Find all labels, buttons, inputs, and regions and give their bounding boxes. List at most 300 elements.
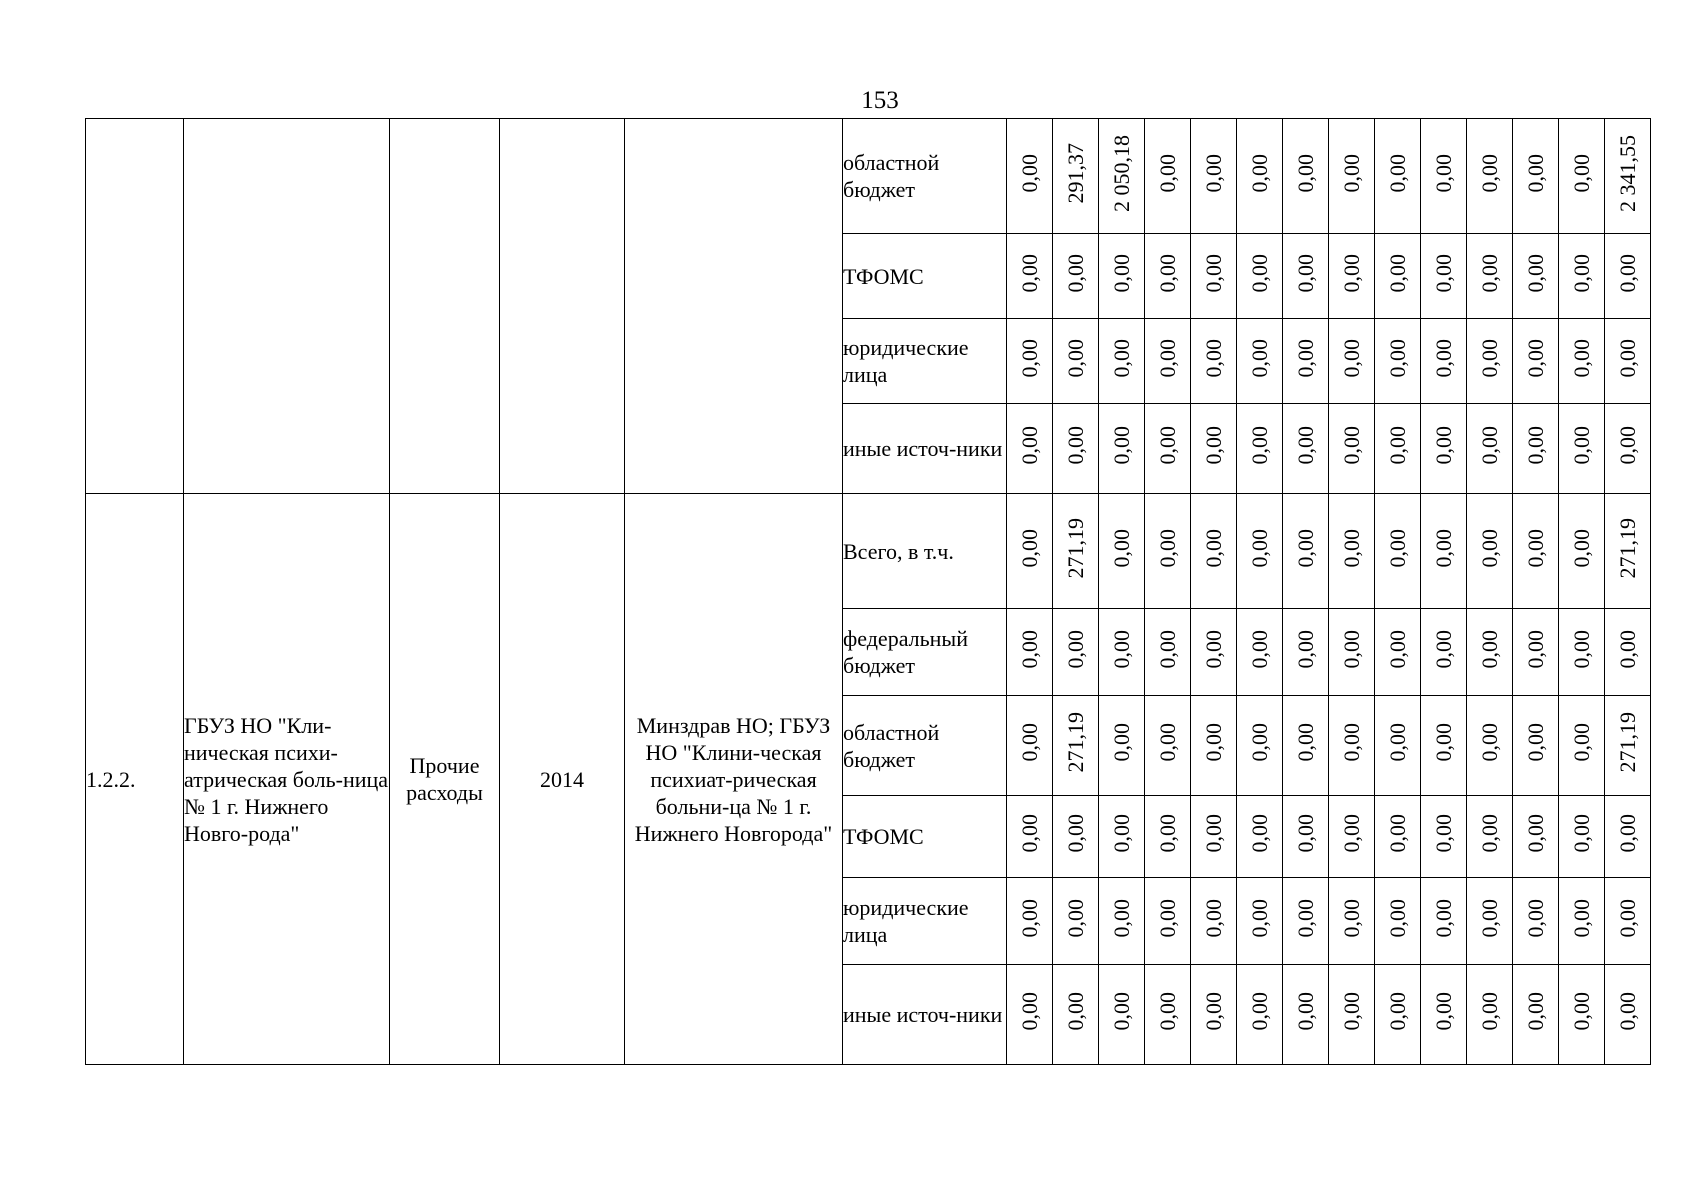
value-cell bbox=[1191, 696, 1237, 796]
value-text: 0,00 bbox=[1201, 629, 1226, 669]
expense-type-cell: Прочие расходы bbox=[390, 494, 500, 1065]
value-cell bbox=[1099, 404, 1145, 494]
value-cell bbox=[1467, 234, 1513, 319]
value-cell bbox=[1605, 234, 1651, 319]
value-cell bbox=[1283, 796, 1329, 878]
value-text: 0,00 bbox=[1523, 338, 1548, 378]
page-number: 153 bbox=[861, 87, 899, 114]
value-cell bbox=[1375, 494, 1421, 609]
value-text: 0,00 bbox=[1017, 153, 1042, 193]
value-cell bbox=[1375, 319, 1421, 404]
value-text: 0,00 bbox=[1247, 629, 1272, 669]
value-cell bbox=[1053, 494, 1099, 609]
value-text: 0,00 bbox=[1201, 528, 1226, 568]
value-cell bbox=[1421, 878, 1467, 965]
value-text: 0,00 bbox=[1063, 629, 1088, 669]
value-text: 0,00 bbox=[1201, 814, 1226, 853]
value-cell bbox=[1559, 965, 1605, 1065]
funding-source-cell: иные источ-ники bbox=[843, 404, 1007, 494]
value-cell bbox=[1283, 319, 1329, 404]
value-text: 0,00 bbox=[1247, 723, 1272, 762]
value-text: 0,00 bbox=[1201, 992, 1226, 1031]
value-cell bbox=[1421, 234, 1467, 319]
value-cell bbox=[1513, 494, 1559, 609]
value-cell bbox=[1559, 796, 1605, 878]
value-text: 0,00 bbox=[1247, 992, 1272, 1031]
value-cell bbox=[1053, 696, 1099, 796]
value-text: 0,00 bbox=[1523, 629, 1548, 669]
value-cell bbox=[1421, 404, 1467, 494]
value-cell bbox=[1191, 494, 1237, 609]
value-cell bbox=[1007, 696, 1053, 796]
value-cell bbox=[1237, 234, 1283, 319]
value-text: 0,00 bbox=[1155, 992, 1180, 1031]
value-cell bbox=[1099, 119, 1145, 234]
value-text: 0,00 bbox=[1017, 629, 1042, 669]
value-text: 0,00 bbox=[1385, 898, 1410, 938]
value-text: 0,00 bbox=[1063, 426, 1088, 465]
value-text: 0,00 bbox=[1477, 723, 1502, 762]
value-cell bbox=[1467, 319, 1513, 404]
value-cell bbox=[1007, 234, 1053, 319]
value-cell bbox=[1237, 796, 1283, 878]
value-text: 271,19 bbox=[1063, 517, 1088, 579]
value-text: 0,00 bbox=[1569, 898, 1594, 938]
value-cell bbox=[1283, 404, 1329, 494]
value-text: 0,00 bbox=[1477, 153, 1502, 193]
value-cell bbox=[1099, 319, 1145, 404]
value-text: 0,00 bbox=[1569, 426, 1594, 465]
value-cell bbox=[1605, 878, 1651, 965]
value-text: 0,00 bbox=[1293, 153, 1318, 193]
value-text: 0,00 bbox=[1293, 528, 1318, 568]
value-cell bbox=[1329, 696, 1375, 796]
value-cell bbox=[1375, 119, 1421, 234]
value-text: 0,00 bbox=[1615, 338, 1640, 378]
value-text: 0,00 bbox=[1431, 338, 1456, 378]
value-cell bbox=[1237, 609, 1283, 696]
value-cell bbox=[1513, 404, 1559, 494]
value-text: 0,00 bbox=[1523, 528, 1548, 568]
value-text: 0,00 bbox=[1385, 723, 1410, 762]
funding-source-cell: юридические лица bbox=[843, 319, 1007, 404]
value-text: 0,00 bbox=[1477, 814, 1502, 853]
value-cell bbox=[1053, 609, 1099, 696]
value-cell bbox=[1145, 319, 1191, 404]
value-cell bbox=[1559, 878, 1605, 965]
value-cell bbox=[1467, 609, 1513, 696]
value-text: 0,00 bbox=[1339, 153, 1364, 193]
value-text: 0,00 bbox=[1109, 629, 1134, 669]
value-text: 0,00 bbox=[1431, 253, 1456, 293]
value-text: 0,00 bbox=[1109, 898, 1134, 938]
value-cell bbox=[1191, 404, 1237, 494]
value-cell bbox=[1605, 965, 1651, 1065]
value-cell bbox=[1329, 878, 1375, 965]
code-cell bbox=[86, 119, 184, 494]
value-cell bbox=[1421, 494, 1467, 609]
value-cell bbox=[1513, 965, 1559, 1065]
value-cell bbox=[1513, 234, 1559, 319]
table-row bbox=[86, 119, 1651, 234]
value-text: 0,00 bbox=[1431, 992, 1456, 1031]
funding-source-cell: областной бюджет bbox=[843, 696, 1007, 796]
value-text: 0,00 bbox=[1431, 814, 1456, 853]
value-cell bbox=[1145, 119, 1191, 234]
value-cell bbox=[1237, 119, 1283, 234]
value-cell bbox=[1329, 319, 1375, 404]
value-text: 0,00 bbox=[1109, 426, 1134, 465]
value-cell bbox=[1329, 119, 1375, 234]
value-cell bbox=[1099, 878, 1145, 965]
value-text: 0,00 bbox=[1523, 992, 1548, 1031]
value-cell bbox=[1375, 404, 1421, 494]
value-cell bbox=[1605, 796, 1651, 878]
value-cell bbox=[1191, 319, 1237, 404]
funding-source-cell: ТФОМС bbox=[843, 234, 1007, 319]
value-text: 0,00 bbox=[1339, 898, 1364, 938]
value-cell bbox=[1605, 494, 1651, 609]
value-cell bbox=[1237, 965, 1283, 1065]
value-text: 0,00 bbox=[1063, 898, 1088, 938]
value-cell bbox=[1467, 796, 1513, 878]
value-text: 0,00 bbox=[1615, 426, 1640, 465]
value-cell bbox=[1467, 878, 1513, 965]
value-cell bbox=[1099, 234, 1145, 319]
value-text: 0,00 bbox=[1017, 338, 1042, 378]
value-text: 0,00 bbox=[1155, 898, 1180, 938]
value-text: 271,19 bbox=[1615, 517, 1640, 579]
budget-table bbox=[85, 118, 1651, 1065]
value-cell bbox=[1145, 609, 1191, 696]
value-text: 0,00 bbox=[1293, 629, 1318, 669]
value-text: 0,00 bbox=[1569, 253, 1594, 293]
value-text: 0,00 bbox=[1247, 898, 1272, 938]
funding-source-cell: ТФОМС bbox=[843, 796, 1007, 878]
value-cell bbox=[1467, 696, 1513, 796]
value-text: 0,00 bbox=[1063, 253, 1088, 293]
value-text: 0,00 bbox=[1385, 814, 1410, 853]
value-cell bbox=[1513, 878, 1559, 965]
value-text: 0,00 bbox=[1431, 723, 1456, 762]
value-text: 0,00 bbox=[1155, 629, 1180, 669]
value-text: 0,00 bbox=[1201, 253, 1226, 293]
value-text: 0,00 bbox=[1477, 528, 1502, 568]
value-text: 0,00 bbox=[1569, 992, 1594, 1031]
value-cell bbox=[1237, 878, 1283, 965]
value-text: 0,00 bbox=[1017, 426, 1042, 465]
value-text: 0,00 bbox=[1293, 338, 1318, 378]
funding-source-cell: иные источ-ники bbox=[843, 965, 1007, 1065]
value-cell bbox=[1559, 494, 1605, 609]
value-cell bbox=[1237, 319, 1283, 404]
value-text: 271,19 bbox=[1063, 712, 1088, 773]
value-cell bbox=[1421, 696, 1467, 796]
value-text: 0,00 bbox=[1523, 426, 1548, 465]
value-cell bbox=[1191, 965, 1237, 1065]
value-cell bbox=[1237, 494, 1283, 609]
value-cell bbox=[1375, 796, 1421, 878]
value-text: 0,00 bbox=[1339, 723, 1364, 762]
value-cell bbox=[1053, 234, 1099, 319]
value-text: 0,00 bbox=[1063, 992, 1088, 1031]
funding-source-cell: областной бюджет bbox=[843, 119, 1007, 234]
value-cell bbox=[1329, 965, 1375, 1065]
value-text: 0,00 bbox=[1247, 338, 1272, 378]
funding-source-cell: юридические лица bbox=[843, 878, 1007, 965]
value-cell bbox=[1605, 696, 1651, 796]
value-text: 0,00 bbox=[1109, 723, 1134, 762]
value-cell bbox=[1007, 965, 1053, 1065]
value-text: 0,00 bbox=[1017, 814, 1042, 853]
funding-source-cell: Всего, в т.ч. bbox=[843, 494, 1007, 609]
value-text: 0,00 bbox=[1063, 338, 1088, 378]
value-text: 291,37 bbox=[1063, 142, 1088, 204]
value-text: 0,00 bbox=[1523, 814, 1548, 853]
value-text: 0,00 bbox=[1431, 153, 1456, 193]
value-text: 0,00 bbox=[1293, 992, 1318, 1031]
value-cell bbox=[1605, 119, 1651, 234]
value-text: 0,00 bbox=[1615, 814, 1640, 853]
value-text: 0,00 bbox=[1109, 253, 1134, 293]
value-cell bbox=[1099, 796, 1145, 878]
value-cell bbox=[1191, 878, 1237, 965]
value-text: 0,00 bbox=[1385, 629, 1410, 669]
value-cell bbox=[1191, 234, 1237, 319]
value-cell bbox=[1007, 119, 1053, 234]
value-cell bbox=[1007, 609, 1053, 696]
value-text: 0,00 bbox=[1109, 528, 1134, 568]
value-text: 0,00 bbox=[1247, 153, 1272, 193]
year-cell bbox=[500, 119, 625, 494]
value-cell bbox=[1145, 494, 1191, 609]
value-cell bbox=[1467, 119, 1513, 234]
value-text: 0,00 bbox=[1155, 814, 1180, 853]
value-text: 0,00 bbox=[1155, 528, 1180, 568]
value-cell bbox=[1191, 796, 1237, 878]
value-text: 0,00 bbox=[1569, 723, 1594, 762]
value-text: 0,00 bbox=[1201, 898, 1226, 938]
value-cell bbox=[1559, 234, 1605, 319]
value-text: 0,00 bbox=[1385, 253, 1410, 293]
value-text: 0,00 bbox=[1569, 338, 1594, 378]
value-cell bbox=[1053, 404, 1099, 494]
expense-type-cell bbox=[390, 119, 500, 494]
value-cell bbox=[1467, 494, 1513, 609]
value-cell bbox=[1145, 696, 1191, 796]
value-text: 0,00 bbox=[1477, 253, 1502, 293]
value-cell bbox=[1007, 404, 1053, 494]
value-cell bbox=[1007, 494, 1053, 609]
value-text: 0,00 bbox=[1569, 528, 1594, 568]
value-text: 0,00 bbox=[1385, 153, 1410, 193]
value-cell bbox=[1007, 796, 1053, 878]
value-cell bbox=[1329, 796, 1375, 878]
value-text: 0,00 bbox=[1109, 338, 1134, 378]
value-cell bbox=[1559, 609, 1605, 696]
value-text: 0,00 bbox=[1155, 338, 1180, 378]
value-text: 0,00 bbox=[1155, 153, 1180, 193]
value-cell bbox=[1283, 965, 1329, 1065]
value-text: 0,00 bbox=[1339, 253, 1364, 293]
value-cell bbox=[1053, 878, 1099, 965]
value-text: 2 341,55 bbox=[1615, 134, 1640, 212]
code-cell: 1.2.2. bbox=[86, 494, 184, 1065]
value-text: 0,00 bbox=[1293, 723, 1318, 762]
value-text: 0,00 bbox=[1385, 338, 1410, 378]
value-text: 0,00 bbox=[1615, 629, 1640, 669]
value-cell bbox=[1329, 404, 1375, 494]
value-text: 0,00 bbox=[1201, 426, 1226, 465]
value-cell bbox=[1467, 404, 1513, 494]
value-text: 0,00 bbox=[1569, 153, 1594, 193]
value-cell bbox=[1513, 609, 1559, 696]
value-cell bbox=[1513, 119, 1559, 234]
value-cell bbox=[1053, 965, 1099, 1065]
value-cell bbox=[1145, 965, 1191, 1065]
value-text: 0,00 bbox=[1293, 426, 1318, 465]
value-text: 0,00 bbox=[1477, 338, 1502, 378]
executor-cell: Минздрав НО; ГБУЗ НО "Клини-ческая психиат-рическая больни-ца № 1 г. Нижнего Новгорода" bbox=[625, 494, 843, 1065]
value-cell bbox=[1283, 696, 1329, 796]
value-text: 0,00 bbox=[1477, 629, 1502, 669]
value-cell bbox=[1007, 878, 1053, 965]
value-text: 0,00 bbox=[1385, 528, 1410, 568]
value-cell bbox=[1283, 119, 1329, 234]
value-text: 0,00 bbox=[1477, 898, 1502, 938]
value-text: 0,00 bbox=[1017, 723, 1042, 762]
value-text: 0,00 bbox=[1109, 992, 1134, 1031]
value-cell bbox=[1283, 234, 1329, 319]
value-cell bbox=[1375, 234, 1421, 319]
value-text: 0,00 bbox=[1201, 723, 1226, 762]
value-cell bbox=[1559, 119, 1605, 234]
value-text: 0,00 bbox=[1293, 814, 1318, 853]
value-text: 0,00 bbox=[1615, 253, 1640, 293]
value-cell bbox=[1329, 494, 1375, 609]
value-cell bbox=[1421, 965, 1467, 1065]
value-text: 0,00 bbox=[1201, 153, 1226, 193]
value-text: 0,00 bbox=[1293, 253, 1318, 293]
value-cell bbox=[1467, 965, 1513, 1065]
value-text: 0,00 bbox=[1017, 992, 1042, 1031]
value-cell bbox=[1375, 878, 1421, 965]
value-cell bbox=[1421, 609, 1467, 696]
value-text: 0,00 bbox=[1155, 426, 1180, 465]
value-text: 0,00 bbox=[1431, 898, 1456, 938]
value-text: 0,00 bbox=[1339, 426, 1364, 465]
value-text: 2 050,18 bbox=[1109, 134, 1134, 212]
table-body bbox=[86, 119, 1651, 1065]
value-cell bbox=[1053, 796, 1099, 878]
funding-source-cell: федеральный бюджет bbox=[843, 609, 1007, 696]
value-text: 0,00 bbox=[1431, 629, 1456, 669]
table-row bbox=[86, 494, 1651, 609]
value-cell bbox=[1605, 404, 1651, 494]
value-cell bbox=[1559, 404, 1605, 494]
value-cell bbox=[1283, 494, 1329, 609]
value-text: 0,00 bbox=[1155, 253, 1180, 293]
value-text: 0,00 bbox=[1477, 426, 1502, 465]
value-text: 0,00 bbox=[1017, 898, 1042, 938]
value-text: 0,00 bbox=[1569, 629, 1594, 669]
value-text: 0,00 bbox=[1615, 898, 1640, 938]
value-text: 0,00 bbox=[1431, 426, 1456, 465]
value-text: 0,00 bbox=[1339, 992, 1364, 1031]
value-text: 0,00 bbox=[1523, 153, 1548, 193]
name-cell: ГБУЗ НО "Кли-ническая психи-атрическая боль-ница № 1 г. Нижнего Новго-рода" bbox=[184, 494, 390, 1065]
value-cell bbox=[1283, 878, 1329, 965]
value-cell bbox=[1329, 234, 1375, 319]
value-cell bbox=[1053, 319, 1099, 404]
value-text: 0,00 bbox=[1523, 723, 1548, 762]
value-text: 0,00 bbox=[1339, 629, 1364, 669]
value-text: 0,00 bbox=[1339, 814, 1364, 853]
value-text: 0,00 bbox=[1017, 528, 1042, 568]
value-cell bbox=[1237, 696, 1283, 796]
value-cell bbox=[1329, 609, 1375, 696]
value-cell bbox=[1237, 404, 1283, 494]
value-cell bbox=[1283, 609, 1329, 696]
value-text: 0,00 bbox=[1247, 528, 1272, 568]
value-cell bbox=[1375, 965, 1421, 1065]
value-text: 0,00 bbox=[1615, 992, 1640, 1031]
name-cell bbox=[184, 119, 390, 494]
value-cell bbox=[1145, 878, 1191, 965]
value-text: 0,00 bbox=[1523, 898, 1548, 938]
executor-cell bbox=[625, 119, 843, 494]
value-cell bbox=[1375, 696, 1421, 796]
value-cell bbox=[1053, 119, 1099, 234]
value-cell bbox=[1191, 609, 1237, 696]
value-text: 0,00 bbox=[1063, 814, 1088, 853]
value-cell bbox=[1421, 796, 1467, 878]
value-cell bbox=[1099, 696, 1145, 796]
value-cell bbox=[1513, 319, 1559, 404]
value-text: 0,00 bbox=[1385, 992, 1410, 1031]
value-cell bbox=[1559, 319, 1605, 404]
value-cell bbox=[1513, 696, 1559, 796]
value-cell bbox=[1191, 119, 1237, 234]
value-cell bbox=[1145, 796, 1191, 878]
value-cell bbox=[1099, 609, 1145, 696]
value-text: 0,00 bbox=[1247, 814, 1272, 853]
value-cell bbox=[1559, 696, 1605, 796]
value-text: 0,00 bbox=[1339, 338, 1364, 378]
value-text: 0,00 bbox=[1017, 253, 1042, 293]
value-text: 0,00 bbox=[1247, 426, 1272, 465]
value-cell bbox=[1007, 319, 1053, 404]
value-text: 0,00 bbox=[1385, 426, 1410, 465]
value-cell bbox=[1375, 609, 1421, 696]
value-cell bbox=[1099, 965, 1145, 1065]
year-cell: 2014 bbox=[500, 494, 625, 1065]
value-text: 0,00 bbox=[1339, 528, 1364, 568]
value-text: 0,00 bbox=[1247, 253, 1272, 293]
value-text: 0,00 bbox=[1431, 528, 1456, 568]
value-cell bbox=[1605, 609, 1651, 696]
value-cell bbox=[1513, 796, 1559, 878]
value-cell bbox=[1421, 319, 1467, 404]
value-text: 0,00 bbox=[1477, 992, 1502, 1031]
value-text: 0,00 bbox=[1569, 814, 1594, 853]
value-text: 271,19 bbox=[1615, 712, 1640, 773]
value-text: 0,00 bbox=[1523, 253, 1548, 293]
value-cell bbox=[1145, 404, 1191, 494]
value-cell bbox=[1421, 119, 1467, 234]
value-cell bbox=[1605, 319, 1651, 404]
value-text: 0,00 bbox=[1201, 338, 1226, 378]
